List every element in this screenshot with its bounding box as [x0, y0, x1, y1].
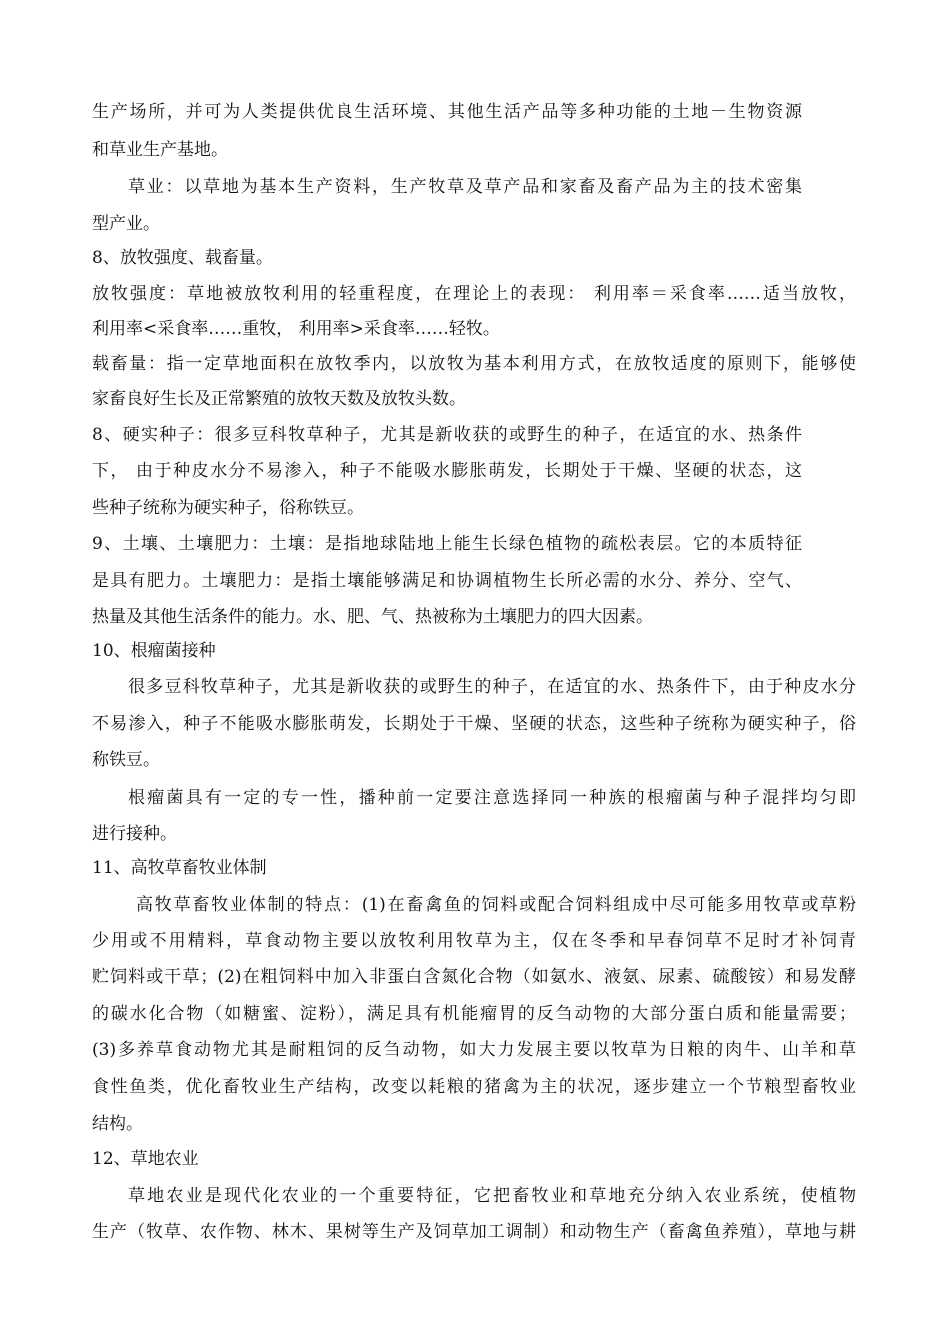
paragraph-line: 些种子统称为硬实种子，俗称铁豆。: [92, 498, 364, 518]
paragraph-line: 结构。: [92, 1114, 143, 1134]
paragraph-line: 和草业生产基地。: [92, 140, 228, 160]
paragraph-line: 热量及其他生活条件的能力。水、肥、气、热被称为土壤肥力的四大因素。: [92, 607, 653, 627]
paragraph-line: 很多豆科牧草种子，尤其是新收获的或野生的种子，在适宜的水、热条件下，由于种皮水分: [128, 677, 856, 697]
paragraph-line: 草地农业是现代化农业的一个重要特征，它把畜牧业和草地充分纳入农业系统，使植物: [128, 1186, 856, 1206]
paragraph-line: 称铁豆。: [92, 750, 160, 770]
paragraph-line: 生产（牧草、农作物、林木、果树等生产及饲草加工调制）和动物生产（畜禽鱼养殖），草地与耕: [92, 1222, 856, 1242]
paragraph-line: 高牧草畜牧业体制的特点：(1)在畜禽鱼的饲料或配合饲料组成中尽可能多用牧草或草粉: [136, 895, 856, 915]
paragraph-line: 型产业。: [92, 214, 160, 234]
section-heading: 8、硬实种子：很多豆科牧草种子，尤其是新收获的或野生的种子，在适宜的水、热条件: [92, 425, 802, 445]
paragraph-line: 利用率<采食率……重牧， 利用率>采食率……轻牧。: [92, 319, 500, 339]
section-heading: 10、根瘤菌接种: [92, 641, 216, 661]
paragraph-line: 下， 由于种皮水分不易渗入，种子不能吸水膨胀萌发，长期处于干燥、坚硬的状态，这: [92, 461, 802, 481]
paragraph-line: 贮饲料或干草；(2)在粗饲料中加入非蛋白含氮化合物（如氨水、液氨、尿素、硫酸铵）和易发酵: [92, 967, 856, 987]
section-heading: 11、高牧草畜牧业体制: [92, 858, 267, 878]
paragraph-line: (3)多养草食动物尤其是耐粗饲的反刍动物，如大力发展主要以牧草为日粮的肉牛、山羊和草: [92, 1040, 856, 1060]
section-heading: 9、土壤、土壤肥力：土壤：是指地球陆地上能生长绿色植物的疏松表层。它的本质特征: [92, 534, 802, 554]
paragraph-line: 的碳水化合物（如糖蜜、淀粉），满足具有机能瘤胃的反刍动物的大部分蛋白质和能量需要；: [92, 1004, 856, 1024]
paragraph-line: 根瘤菌具有一定的专一性，播种前一定要注意选择同一种族的根瘤菌与种子混拌均匀即: [128, 788, 856, 808]
paragraph-line: 载畜量：指一定草地面积在放牧季内，以放牧为基本利用方式，在放牧适度的原则下，能够使: [92, 354, 856, 374]
paragraph-line: 放牧强度：草地被放牧利用的轻重程度，在理论上的表现： 利用率＝采食率……适当放牧，: [92, 284, 856, 304]
paragraph-line: 生产场所，并可为人类提供优良生活环境、其他生活产品等多种功能的土地－生物资源: [92, 102, 802, 122]
paragraph-line: 草业：以草地为基本生产资料，生产牧草及草产品和家畜及畜产品为主的技术密集: [128, 177, 802, 197]
paragraph-line: 家畜良好生长及正常繁殖的放牧天数及放牧头数。: [92, 389, 466, 409]
paragraph-line: 少用或不用精料，草食动物主要以放牧利用牧草为主，仅在冬季和早春饲草不足时才补饲青: [92, 931, 856, 951]
section-heading: 8、放牧强度、载畜量。: [92, 248, 273, 268]
paragraph-line: 不易渗入，种子不能吸水膨胀萌发，长期处于干燥、坚硬的状态，这些种子统称为硬实种子，俗: [92, 714, 856, 734]
paragraph-line: 进行接种。: [92, 824, 177, 844]
paragraph-line: 是具有肥力。土壤肥力：是指土壤能够满足和协调植物生长所必需的水分、养分、空气、: [92, 571, 802, 591]
section-heading: 12、草地农业: [92, 1149, 199, 1169]
paragraph-line: 食性鱼类，优化畜牧业生产结构，改变以耗粮的猪禽为主的状况，逐步建立一个节粮型畜牧业: [92, 1077, 856, 1097]
